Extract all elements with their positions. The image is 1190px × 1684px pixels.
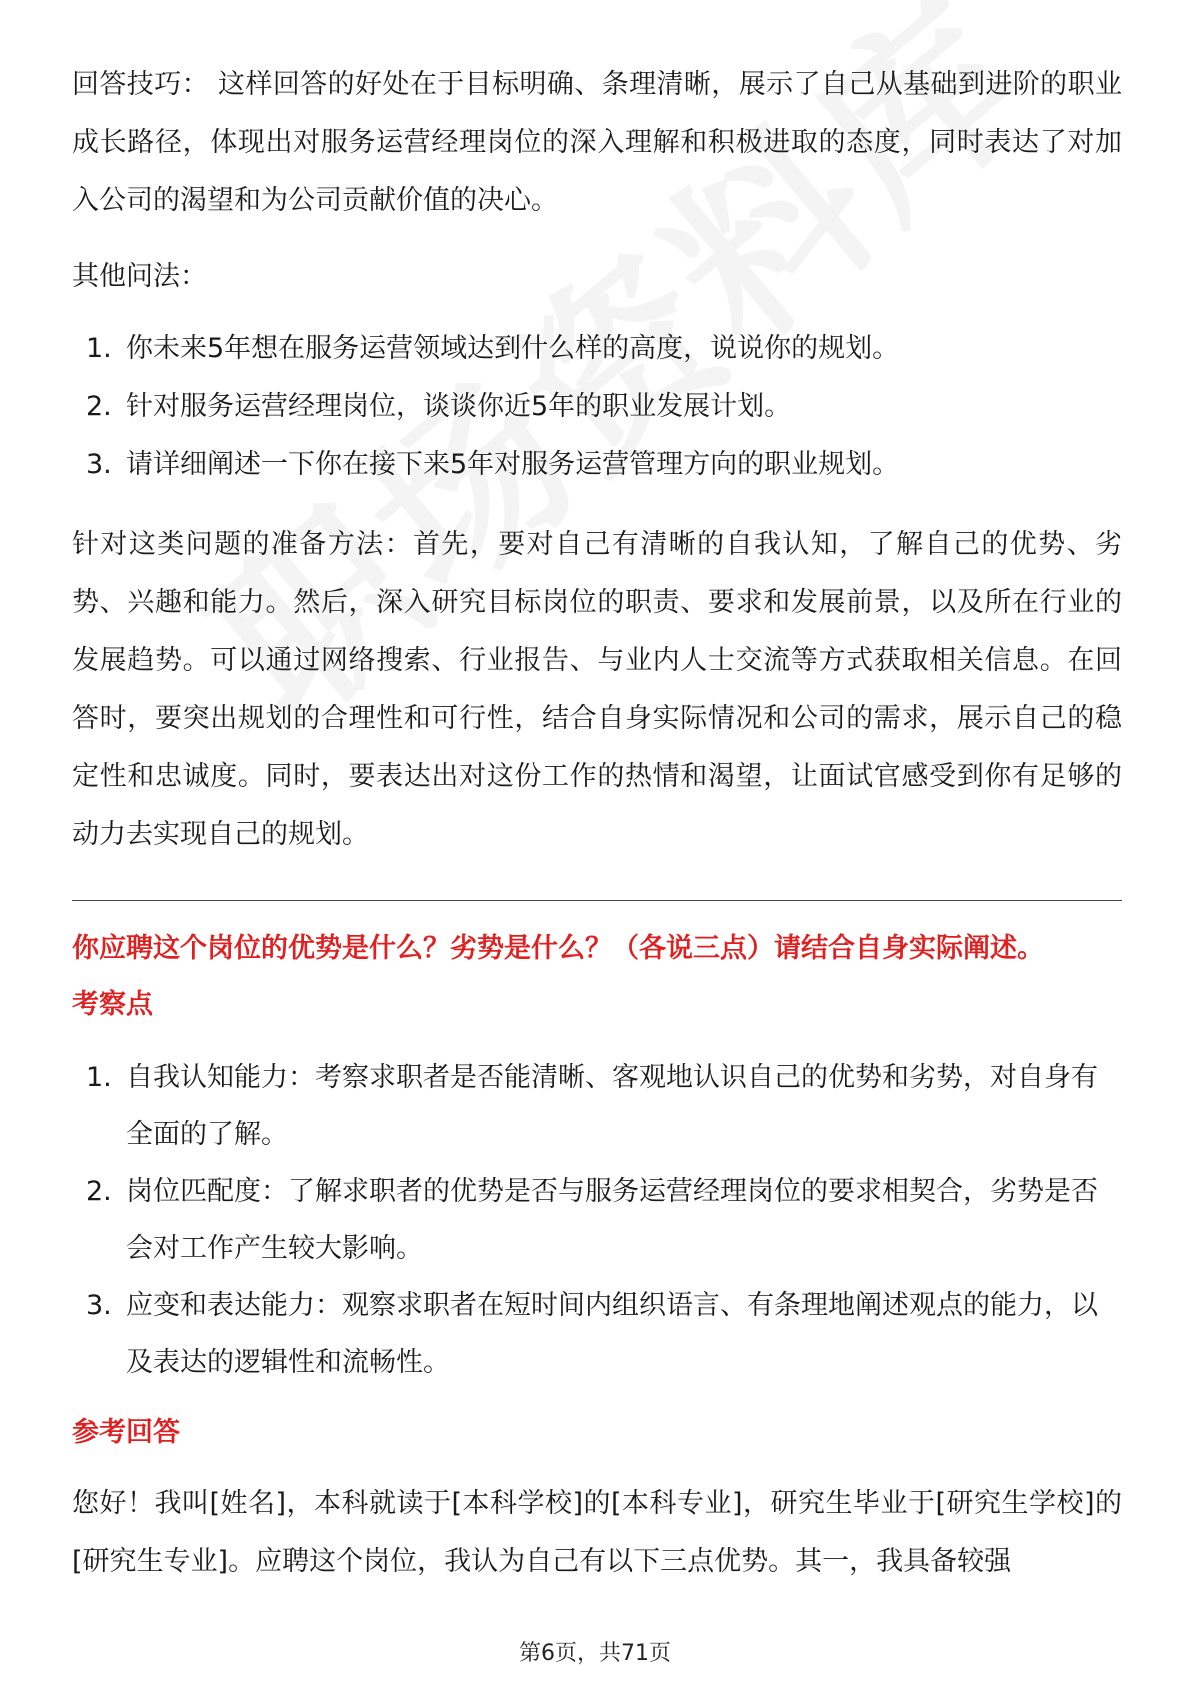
list-text: 应变和表达能力：观察求职者在短时间内组织语言、有条理地阐述观点的能力，以及表达的逻辑性和流畅性。 <box>126 1290 1098 1378</box>
assessment-points-heading: 考察点 <box>72 989 153 1020</box>
list-number: 3. <box>86 1290 112 1321</box>
list-text: 你未来5年想在服务运营领域达到什么样的高度，说说你的规划。 <box>126 333 900 364</box>
preparation-paragraph: 针对这类问题的准备方法：首先，要对自己有清晰的自我认知，了解自己的优势、劣势、兴趣和能力。然后，深入研究目标岗位的职责、要求和发展前景，以及所在行业的发展趋势。可以通过网络搜索、行业报告、与业内人士交流等方式获取相关信息。在回答时，要突出规划的合理性和可行性，结合自身实际情况和公司的需求，展示自己的稳定性和忠诚度。同时，要表达出对这份工作的热情和渴望，让面试官感受到你有足够的动力去实现自己的规划。 <box>72 529 1122 850</box>
list-text: 请详细阐述一下你在接下来5年对服务运营管理方向的职业规划。 <box>126 449 900 480</box>
list-number: 3. <box>86 449 112 480</box>
list-number: 2. <box>86 391 112 422</box>
list-text: 自我认知能力：考察求职者是否能清晰、客观地认识自己的优势和劣势，对自身有全面的了解。 <box>126 1062 1098 1150</box>
other-questions-heading: 其他问法： <box>72 261 207 292</box>
list-text: 岗位匹配度：了解求职者的优势是否与服务运营经理岗位的要求相契合，劣势是否会对工作产生较大影响。 <box>126 1176 1098 1264</box>
list-item <box>72 436 1122 494</box>
list-number: 2. <box>86 1176 112 1207</box>
page-footer: 第6页，共71页 <box>519 1641 671 1666</box>
list-number: 1. <box>86 1062 112 1093</box>
assessment-points-list <box>72 1049 1122 1391</box>
answer-tip-paragraph: 回答技巧： 这样回答的好处在于目标明确、条理清晰，展示了自己从基础到进阶的职业成长路径，体现出对服务运营经理岗位的深入理解和积极进取的态度，同时表达了对加入公司的渴望和为公司贡献价值的决心。 <box>72 69 1122 216</box>
list-item <box>72 378 1122 436</box>
page-content <box>72 56 1122 1591</box>
list-item <box>72 1049 1122 1163</box>
list-item <box>72 1277 1122 1391</box>
list-item <box>72 1163 1122 1277</box>
list-text: 针对服务运营经理岗位，谈谈你近5年的职业发展计划。 <box>126 391 792 422</box>
question-title: 你应聘这个岗位的优势是什么？劣势是什么？（各说三点）请结合自身实际阐述。 <box>72 933 1044 964</box>
reference-answer-heading: 参考回答 <box>72 1417 180 1448</box>
list-item <box>72 320 1122 378</box>
list-number: 1. <box>86 333 112 364</box>
other-questions-list <box>72 320 1122 494</box>
reference-answer-paragraph: 您好！我叫[姓名]，本科就读于[本科学校]的[本科专业]，研究生毕业于[研究生学校]的[研究生专业]。应聘这个岗位，我认为自己有以下三点优势。其一，我具备较强 <box>72 1488 1122 1577</box>
section-divider <box>72 900 1122 901</box>
